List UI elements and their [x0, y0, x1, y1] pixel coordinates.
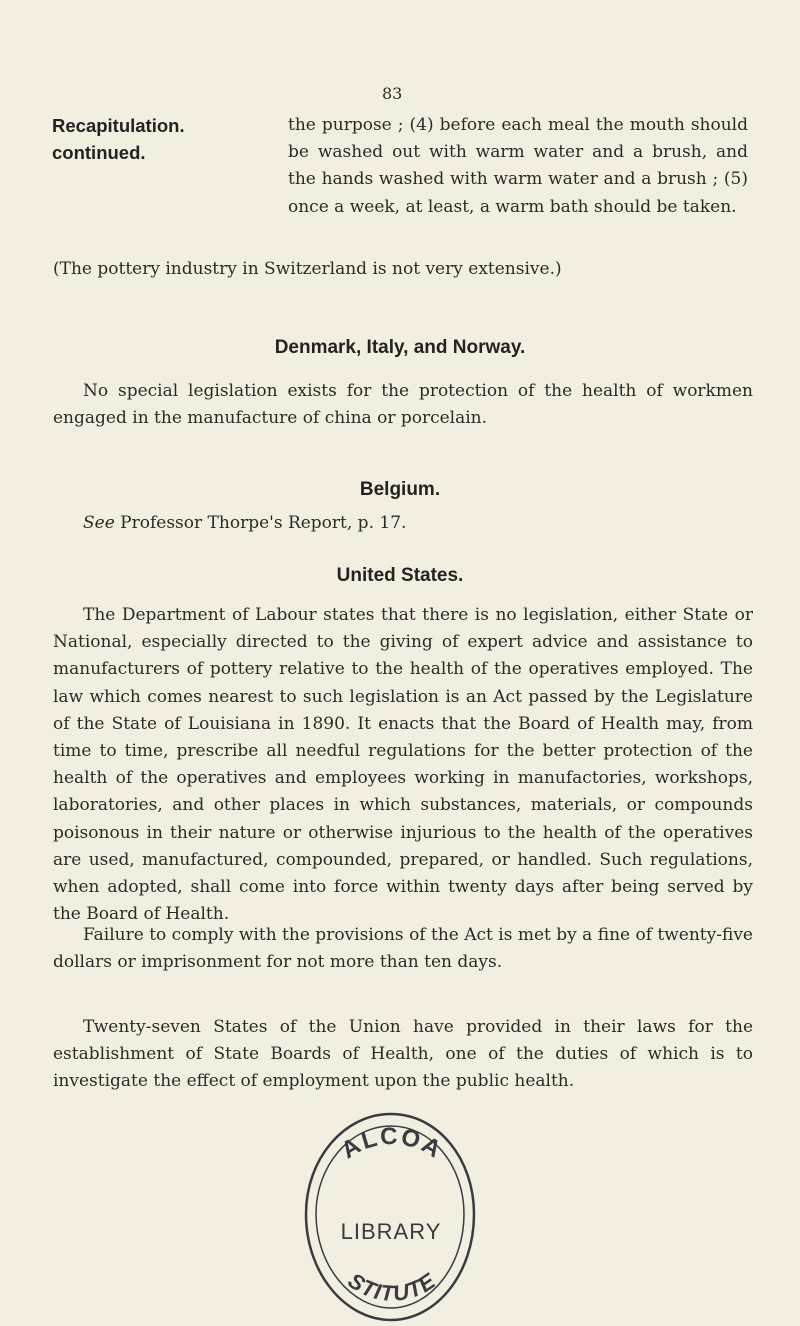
stamp-top-text: ALCOA — [336, 1122, 448, 1165]
heading-united-states: United States. — [336, 565, 464, 586]
page-number: 83 — [382, 84, 403, 103]
heading-denmark-italy-norway: Denmark, Italy, and Norway. — [274, 337, 526, 358]
side-heading-line-1: Recapitulation. — [52, 115, 185, 136]
heading-belgium: Belgium. — [359, 479, 441, 500]
belgium-paragraph — [53, 510, 753, 537]
svg-text:STITUTE — [344, 1268, 441, 1307]
svg-text:ALCOA — [337, 1123, 448, 1164]
stamp-bottom-text: STITUTE — [343, 1267, 441, 1307]
side-heading-line-2: continued. — [52, 142, 146, 163]
continued-paragraph: the purpose ; (4) before each meal the mouth should be washed out with warm water and a brush, and the hands washed with warm water and a brush ; (5) once a week, at least, a warm bath should be taken. — [288, 115, 748, 217]
side-heading — [52, 112, 185, 166]
switzerland-note: (The pottery industry in Switzerland is not very extensive.) — [53, 259, 562, 279]
stamp-center-text: LIBRARY — [340, 1219, 442, 1244]
denmark-paragraph: No special legislation exists for the protection of the health of workmen engaged in the manufacture of china or porcelain. — [53, 381, 753, 429]
see-italic: See — [83, 513, 115, 533]
belgium-reference: Professor Thorpe's Report, p. 17. — [114, 513, 407, 533]
library-stamp — [296, 1104, 486, 1326]
us-paragraph-1: The Department of Labour states that there is no legislation, either State or National, especially directed to the giving of expert advice and assistance to manufacturers of pottery relative to the health of the operatives employed. The law which comes nearest to such legislation is an Act passed by the Legislature of the State of Louisiana in 1890. It enacts that the Board of Health may, from time to time, prescribe all needful regulations for the better protection of the health of the operatives and employees working in manufactories, workshops, laboratories, and other places in which substances, materials, or compounds poisonous in their nature or otherwise injurious to the health of the operatives are used, manufactured, compounded, prepared, or handled. Such regulations, when adopted, shall come into force within twenty days after being served by the Board of Health. — [53, 605, 753, 925]
us-paragraph-3: Twenty-seven States of the Union have provided in their laws for the establishment of State Boards of Health, one of the duties of which is to investigate the effect of employment upon the public health. — [53, 1017, 753, 1092]
us-paragraph-2: Failure to comply with the provisions of the Act is met by a fine of twenty-five dollars or imprisonment for not more than ten days. — [53, 925, 753, 973]
